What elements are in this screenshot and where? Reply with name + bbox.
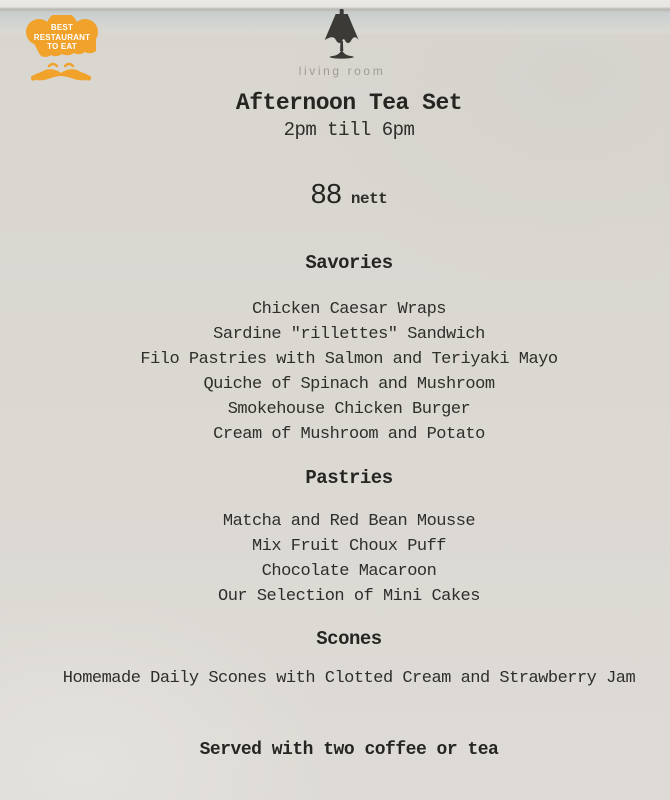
section-heading-scones: Scones xyxy=(316,628,382,650)
menu-footer: Served with two coffee or tea xyxy=(199,740,499,760)
menu-item: Sardine "rillettes" Sandwich xyxy=(213,325,485,344)
savories-list xyxy=(28,297,670,447)
menu-item: Mix Fruit Choux Puff xyxy=(251,537,447,556)
menu-item: Smokehouse Chicken Burger xyxy=(227,400,471,419)
mustache-icon xyxy=(30,60,92,86)
menu-item: Filo Pastries with Salmon and Teriyaki Mayo xyxy=(140,350,558,369)
pastries-list xyxy=(28,509,670,609)
price-amount: 88 xyxy=(310,178,342,209)
menu-item: Chocolate Macaroon xyxy=(261,562,437,581)
menu-item: Our Selection of Mini Cakes xyxy=(218,587,480,606)
section-heading-pastries: Pastries xyxy=(305,467,393,489)
menu-item: Matcha and Red Bean Mousse xyxy=(222,512,476,531)
best-restaurant-badge xyxy=(24,15,100,87)
brand-logo xyxy=(299,9,386,78)
price-line xyxy=(28,179,670,209)
menu-item: Chicken Caesar Wraps xyxy=(251,300,447,319)
menu-item: Cream of Mushroom and Potato xyxy=(213,425,485,444)
price-unit: nett xyxy=(350,190,388,208)
badge-text xyxy=(24,23,100,52)
brand-name: living room xyxy=(298,64,386,78)
menu-title: Afternoon Tea Set xyxy=(235,90,463,116)
lamp-icon xyxy=(319,9,365,59)
badge-line-2: RESTAURANT xyxy=(33,32,91,42)
badge-line-3: TO EAT xyxy=(47,42,77,51)
menu-hours: 2pm till 6pm xyxy=(283,119,415,141)
badge-line-1: BEST xyxy=(50,23,74,32)
menu-item: Quiche of Spinach and Mushroom xyxy=(203,375,495,394)
section-heading-savories: Savories xyxy=(305,252,393,274)
scones-item: Homemade Daily Scones with Clotted Cream and Strawberry Jam xyxy=(62,669,636,688)
